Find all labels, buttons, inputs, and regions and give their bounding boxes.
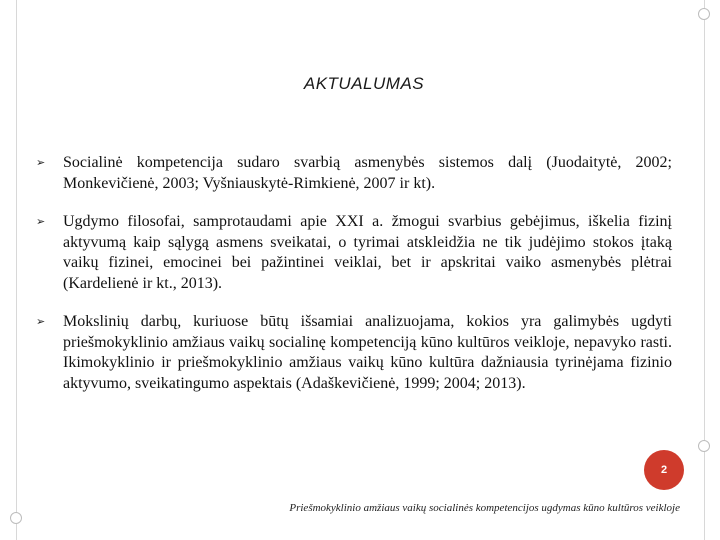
bullet-text: Mokslinių darbų, kuriuose būtų išsamiai analizuojama, kokios yra galimybės ugdyti priešmokyklinio amžiaus vaikų socialinę kompetenciją kūno kultūros veikloje, nepavyko rasti. Ikimokyklinio ir priešmokyklinio amžiaus vaikų kūno kultūra dažniausia tyrinėjama fizinio aktyvumo, sveikatingumo aspektais (Adaškevičienė, 1999; 2004; 2013).	[63, 313, 672, 392]
bullet-item	[36, 312, 672, 394]
footer-text: Priešmokyklinio amžiaus vaikų socialinės kompetencijos ugdymas kūno kultūros veikloje	[289, 502, 680, 514]
bullet-text: Ugdymo filosofai, samprotaudami apie XXI a. žmogui svarbius gebėjimus, iškelia fizinį aktyvumą kaip sąlygą asmens sveikatai, o tyrimai atskleidžia ne tik judėjimo stokos įtaką vaikų fizinei, emocinei bei pažintinei veiklai, bet ir apskritai vaiko asmenybės plėtrai (Kardelienė ir kt., 2013).	[63, 213, 672, 292]
arrow-bullet-icon: ➢	[36, 215, 46, 228]
arrow-bullet-icon: ➢	[36, 156, 46, 169]
bullet-item	[36, 153, 672, 194]
top-right-ring-decoration	[698, 8, 710, 20]
right-ring-decoration	[698, 440, 710, 452]
arrow-bullet-icon: ➢	[36, 315, 46, 328]
bullet-item	[36, 212, 672, 294]
page-number-badge: 2	[644, 450, 684, 490]
slide-title: AKTUALUMAS	[303, 74, 425, 93]
bullet-list	[36, 153, 672, 394]
bullet-text: Socialinė kompetencija sudaro svarbią asmenybės sistemos dalį (Juodaitytė, 2002; Monkevičienė, 2003; Vyšniauskytė-Rimkienė, 2007 ir kt).	[63, 154, 672, 192]
